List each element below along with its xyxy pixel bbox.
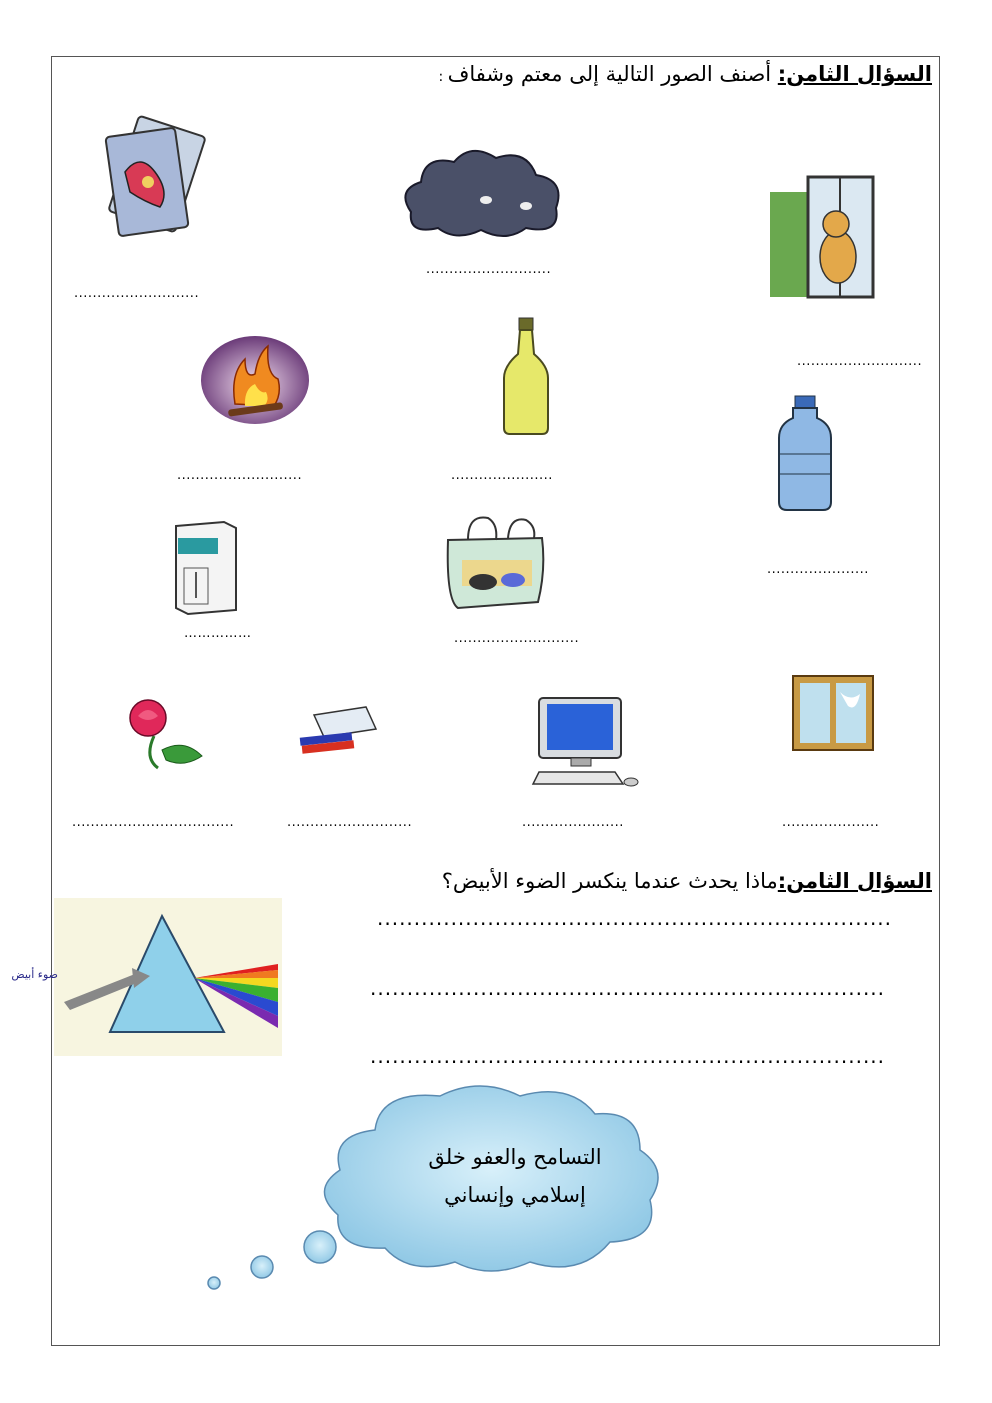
thought-cloud-text xyxy=(400,1138,630,1214)
plastic-bag-image xyxy=(438,510,553,612)
answer-blank-photos[interactable]: ........................... xyxy=(74,286,200,301)
answer-blank-clouds[interactable]: ........................... xyxy=(426,262,552,277)
question-1-colon: : xyxy=(438,69,448,85)
question-1-heading xyxy=(438,62,932,86)
answer-line-2[interactable]: ...................................................................... xyxy=(370,976,886,1000)
answer-blank-window[interactable]: ..................... xyxy=(782,815,880,830)
answer-blank-cat-window[interactable]: ........................... xyxy=(797,354,923,369)
answer-line-3[interactable]: ...................................................................... xyxy=(370,1044,886,1068)
question-1-label: السؤال الثامن: xyxy=(777,62,932,86)
thought-cloud-line-2: إسلامي وإنساني xyxy=(444,1183,586,1207)
answer-blank-water-bottle[interactable]: ...................... xyxy=(767,562,869,577)
books-image xyxy=(296,705,378,757)
computer-image xyxy=(533,690,641,792)
prism-diagram xyxy=(11,898,282,1056)
medicine-box-image xyxy=(170,516,242,616)
answer-blank-computer[interactable]: ...................... xyxy=(522,815,624,830)
glass-window-image xyxy=(790,672,876,754)
plastic-water-bottle-image xyxy=(775,394,835,512)
storm-cloud-image xyxy=(396,140,566,245)
rose-image xyxy=(114,698,206,770)
oil-bottle-image xyxy=(500,316,552,436)
answer-blank-oil-bottle[interactable]: ...................... xyxy=(451,468,553,483)
question-2-text: ماذا يحدث عندما ينكسر الضوء الأبيض؟ xyxy=(441,869,778,893)
answer-blank-fire[interactable]: ........................... xyxy=(177,468,303,483)
campfire-image xyxy=(200,334,310,426)
question-1-text: أصنف الصور التالية إلى معتم وشفاف xyxy=(447,62,778,86)
answer-blank-plastic-bag[interactable]: ........................... xyxy=(454,631,580,646)
thought-cloud-line-1: التسامح والعفو خلق xyxy=(428,1145,602,1169)
answer-blank-books[interactable]: ........................... xyxy=(287,815,413,830)
question-2-heading xyxy=(442,869,932,893)
answer-line-1[interactable]: ...................................................................... xyxy=(377,906,893,930)
cat-window-image xyxy=(768,172,878,302)
photos-image xyxy=(100,112,210,242)
answer-blank-rose[interactable]: ................................... xyxy=(72,815,235,830)
question-2-label: السؤال الثامن: xyxy=(777,869,932,893)
answer-blank-medicine-box[interactable]: …………… xyxy=(184,626,252,641)
prism-white-light-label: ضوء أبيض xyxy=(11,968,58,981)
